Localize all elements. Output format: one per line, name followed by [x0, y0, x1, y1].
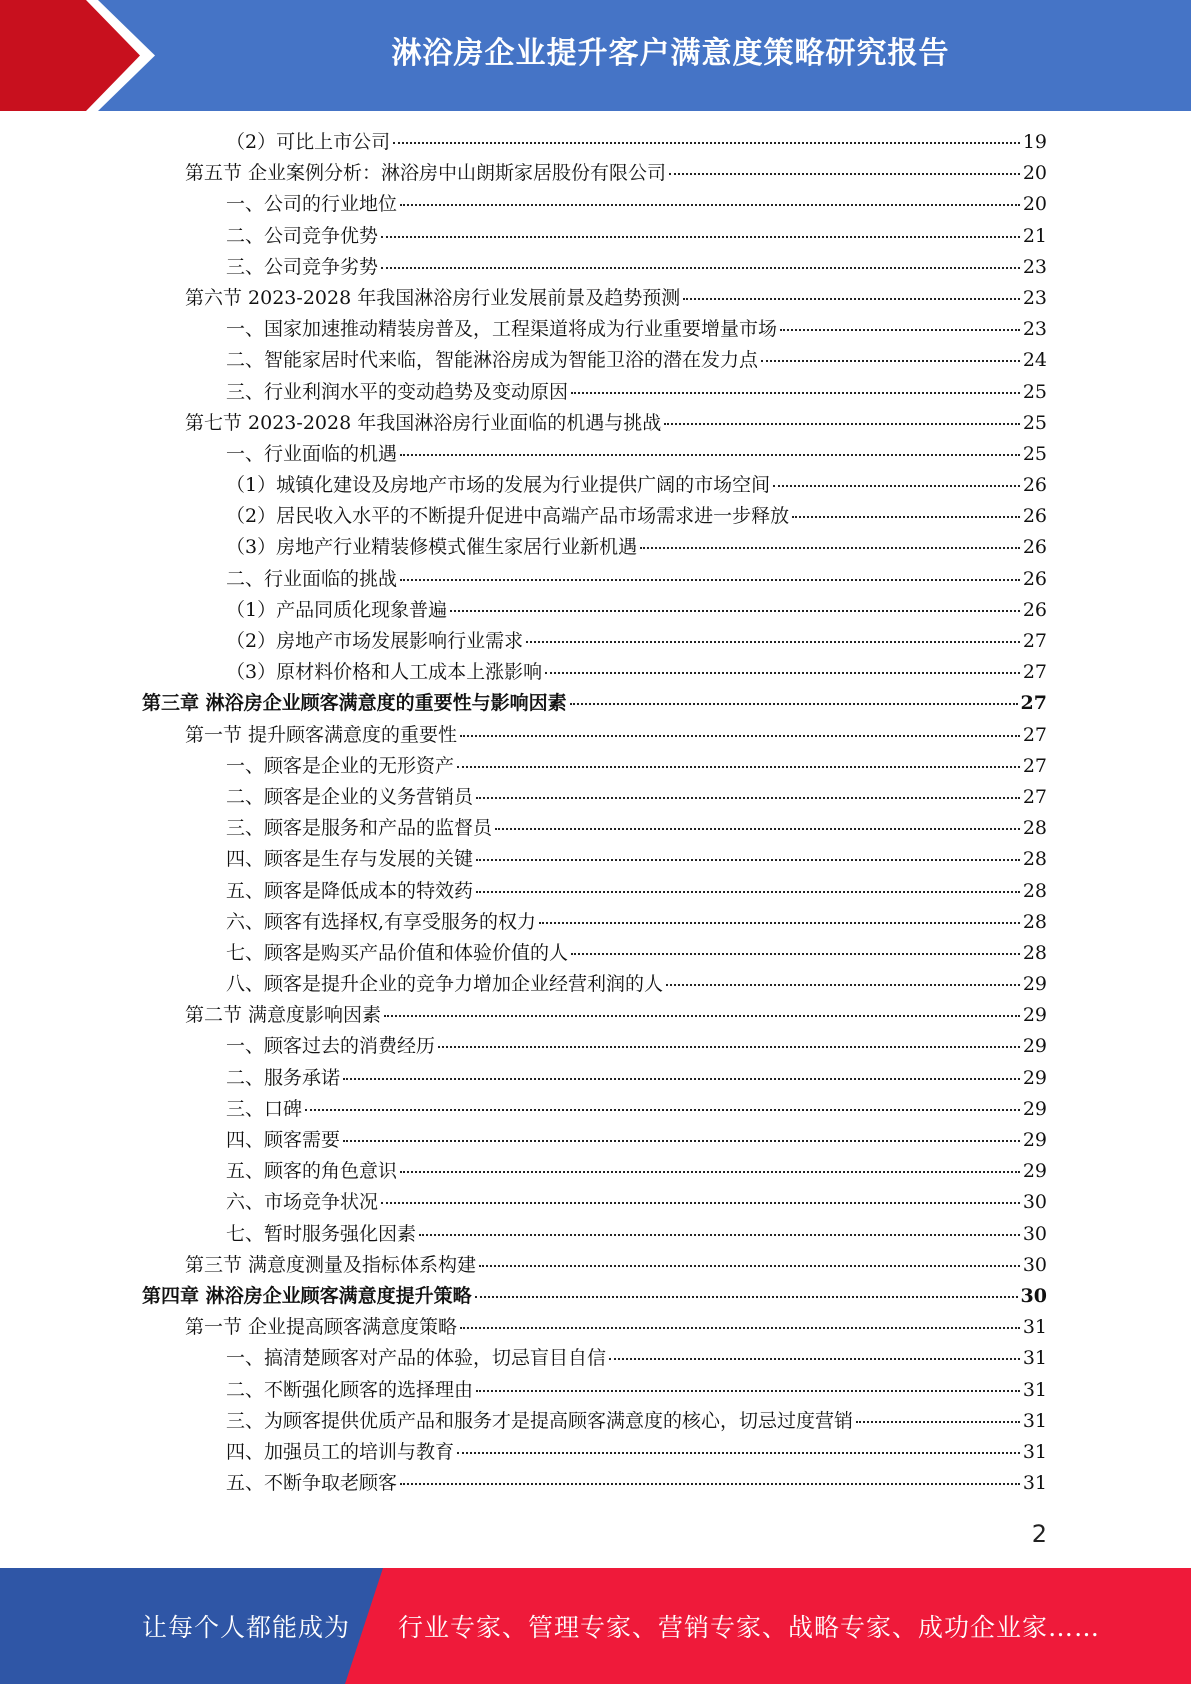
toc-subsection-entry[interactable] — [0, 564, 1047, 595]
toc-entry-title: （2）房地产市场发展影响行业需求 — [226, 630, 524, 652]
toc-entry-title: 第二节 满意度影响因素 — [185, 1004, 382, 1027]
toc-entry-page: 28 — [1022, 848, 1047, 871]
dot-leader — [460, 1327, 1020, 1329]
toc-subsection-entry[interactable] — [0, 345, 1047, 376]
toc-subsection-entry[interactable] — [0, 252, 1047, 283]
toc-entry-page: 30 — [1022, 1253, 1047, 1276]
toc-entry-title: 第六节 2023-2028 年我国淋浴房行业发展前景及趋势预测 — [185, 286, 681, 309]
toc-entry-title: 一、公司的行业地位 — [226, 193, 398, 216]
toc-section-entry[interactable] — [0, 1250, 1047, 1281]
dot-leader — [381, 267, 1020, 269]
dot-leader — [400, 204, 1020, 206]
dot-leader — [400, 579, 1020, 581]
footer-banner — [0, 1568, 1191, 1684]
toc-entry-title: 第一节 企业提高顾客满意度策略 — [185, 1316, 458, 1339]
toc-entry-title: （2）可比上市公司 — [226, 131, 391, 153]
toc-entry-page: 29 — [1022, 1097, 1047, 1120]
toc-subsection-entry[interactable] — [0, 1125, 1047, 1156]
toc-entry-title: 五、顾客的角色意识 — [226, 1160, 398, 1183]
toc-entry-page: 25 — [1022, 442, 1047, 465]
toc-entry-page: 30 — [1022, 1191, 1047, 1214]
dot-leader — [450, 610, 1020, 612]
dot-leader — [640, 547, 1020, 549]
toc-entry-page: 23 — [1022, 286, 1047, 309]
dot-leader — [570, 703, 1018, 705]
toc-chapter-entry[interactable] — [0, 688, 1047, 719]
toc-entry-page: 29 — [1022, 1129, 1047, 1151]
dot-leader — [343, 1078, 1020, 1080]
toc-entry-title: 二、智能家居时代来临，智能淋浴房成为智能卫浴的潜在发力点 — [226, 349, 759, 372]
toc-subsection-entry[interactable] — [0, 1219, 1047, 1250]
dot-leader — [476, 797, 1020, 799]
toc-entry-title: 三、顾客是服务和产品的监督员 — [226, 817, 493, 840]
toc-subsection-entry[interactable] — [0, 969, 1047, 1000]
dot-leader — [476, 1390, 1020, 1392]
dot-leader — [526, 641, 1020, 643]
dot-leader — [479, 1265, 1020, 1267]
toc-entry-page: 28 — [1022, 879, 1047, 902]
toc-subsection-entry[interactable] — [0, 532, 1047, 563]
toc-entry-title: 三、行业利润水平的变动趋势及变动原因 — [226, 380, 569, 403]
toc-entry-page: 26 — [1022, 474, 1047, 497]
toc-entry-page: 27 — [1020, 692, 1047, 715]
toc-entry-page: 26 — [1022, 505, 1047, 528]
toc-entry-title: 一、顾客过去的消费经历 — [226, 1035, 436, 1058]
toc-subsection-entry[interactable] — [0, 813, 1047, 844]
toc-entry-page: 28 — [1022, 817, 1047, 840]
toc-entry-page: 19 — [1022, 131, 1047, 153]
dot-leader — [419, 1234, 1020, 1236]
toc-entry-title: 二、顾客是企业的义务营销员 — [226, 785, 474, 808]
dot-leader — [438, 1046, 1020, 1048]
toc-entry-title: 三、口碑 — [226, 1097, 303, 1120]
toc-subsection-entry[interactable] — [0, 657, 1047, 688]
dot-leader — [400, 454, 1020, 456]
toc-entry-page: 30 — [1022, 1222, 1047, 1245]
toc-entry-page: 31 — [1022, 1347, 1047, 1370]
toc-subsection-entry[interactable] — [0, 1468, 1047, 1499]
toc-subsection-entry[interactable] — [0, 1187, 1047, 1218]
dot-leader — [856, 1421, 1020, 1423]
toc-entry-page: 26 — [1022, 598, 1047, 621]
toc-entry-title: 一、搞清楚顾客对产品的体验，切忌盲目自信 — [226, 1347, 607, 1370]
dot-leader — [792, 516, 1020, 518]
toc-entry-title: 二、公司竞争优势 — [226, 224, 379, 247]
toc-entry-title: 六、顾客有选择权,有享受服务的权力 — [226, 910, 537, 933]
toc-entry-title: （1）产品同质化现象普遍 — [226, 598, 448, 621]
toc-subsection-entry[interactable] — [0, 127, 1047, 158]
toc-subsection-entry[interactable] — [0, 751, 1047, 782]
dot-leader — [761, 360, 1020, 362]
toc-subsection-entry[interactable] — [0, 501, 1047, 532]
dot-leader — [381, 236, 1020, 238]
red-arrow-icon — [0, 0, 160, 111]
dot-leader — [669, 173, 1020, 175]
toc-entry-page: 30 — [1020, 1284, 1047, 1307]
dot-leader — [384, 1015, 1020, 1017]
toc-subsection-entry[interactable] — [0, 221, 1047, 252]
toc-entry-title: （2）居民收入水平的不断提升促进中高端产品市场需求进一步释放 — [226, 505, 790, 528]
toc-entry-page: 31 — [1022, 1316, 1047, 1339]
toc-entry-page: 29 — [1022, 1066, 1047, 1089]
toc-entry-title: 第七节 2023-2028 年我国淋浴房行业面临的机遇与挑战 — [185, 411, 662, 434]
toc-entry-page: 20 — [1022, 193, 1047, 216]
dot-leader — [457, 766, 1020, 768]
dot-leader — [476, 859, 1020, 861]
dot-leader — [609, 1358, 1020, 1360]
toc-entry-title: 第四章 淋浴房企业顾客满意度提升策略 — [142, 1284, 472, 1307]
toc-subsection-entry[interactable] — [0, 1406, 1047, 1437]
toc-subsection-entry[interactable] — [0, 1343, 1047, 1374]
toc-entry-title: 第一节 提升顾客满意度的重要性 — [185, 723, 458, 746]
toc-entry-title: 二、不断强化顾客的选择理由 — [226, 1378, 474, 1401]
dot-leader — [545, 672, 1020, 674]
toc-section-entry[interactable] — [0, 1312, 1047, 1343]
dot-leader — [683, 298, 1020, 300]
toc-entry-title: 第三节 满意度测量及指标体系构建 — [185, 1253, 477, 1276]
toc-entry-title: 七、顾客是购买产品价值和体验价值的人 — [226, 941, 569, 964]
toc-section-entry[interactable] — [0, 283, 1047, 314]
toc-entry-page: 29 — [1022, 1035, 1047, 1058]
dot-leader — [571, 953, 1020, 955]
dot-leader — [495, 828, 1020, 830]
toc-entry-page: 27 — [1022, 723, 1047, 746]
toc-entry-page: 20 — [1022, 162, 1047, 185]
toc-subsection-entry[interactable] — [0, 1156, 1047, 1187]
toc-entry-page: 31 — [1022, 1472, 1047, 1495]
toc-entry-title: 六、市场竞争状况 — [226, 1191, 379, 1214]
toc-entry-title: 一、国家加速推动精装房普及，工程渠道将成为行业重要增量市场 — [226, 318, 778, 341]
toc-entry-page: 29 — [1022, 1004, 1047, 1027]
dot-leader — [476, 891, 1020, 893]
toc-entry-title: 四、顾客是生存与发展的关键 — [226, 848, 474, 871]
toc-subsection-entry[interactable] — [0, 844, 1047, 875]
toc-chapter-entry[interactable] — [0, 1281, 1047, 1312]
toc-entry-page: 28 — [1022, 941, 1047, 964]
dot-leader — [460, 735, 1020, 737]
toc-subsection-entry[interactable] — [0, 876, 1047, 907]
toc-subsection-entry[interactable] — [0, 1031, 1047, 1062]
dot-leader — [400, 1171, 1020, 1173]
toc-entry-title: 二、行业面临的挑战 — [226, 567, 398, 590]
toc-section-entry[interactable] — [0, 720, 1047, 751]
toc-subsection-entry[interactable] — [0, 314, 1047, 345]
toc-entry-page: 28 — [1022, 910, 1047, 933]
dot-leader — [343, 1140, 1020, 1142]
toc-subsection-entry[interactable] — [0, 377, 1047, 408]
toc-subsection-entry[interactable] — [0, 1437, 1047, 1468]
toc-subsection-entry[interactable] — [0, 938, 1047, 969]
toc-subsection-entry[interactable] — [0, 626, 1047, 657]
toc-entry-page: 26 — [1022, 567, 1047, 590]
dot-leader — [666, 984, 1020, 986]
toc-entry-title: 三、公司竞争劣势 — [226, 255, 379, 278]
dot-leader — [457, 1452, 1020, 1454]
dot-leader — [381, 1202, 1020, 1204]
header-bar — [0, 0, 1191, 111]
toc-entry-page: 26 — [1022, 536, 1047, 559]
toc-subsection-entry[interactable] — [0, 1375, 1047, 1406]
toc-entry-title: 七、暂时服务强化因素 — [226, 1222, 417, 1245]
toc-entry-title: 一、行业面临的机遇 — [226, 442, 398, 465]
toc-entry-title: 三、为顾客提供优质产品和服务才是提高顾客满意度的核心，切忌过度营销 — [226, 1409, 854, 1432]
toc-subsection-entry[interactable] — [0, 189, 1047, 220]
toc-entry-title: 四、加强员工的培训与教育 — [226, 1440, 455, 1463]
toc-entry-title: 第三章 淋浴房企业顾客满意度的重要性与影响因素 — [142, 692, 567, 715]
toc-entry-page: 24 — [1022, 349, 1047, 372]
toc-section-entry[interactable] — [0, 1000, 1047, 1031]
dot-leader — [475, 1296, 1018, 1298]
toc-entry-title: 一、顾客是企业的无形资产 — [226, 754, 455, 777]
dot-leader — [539, 922, 1020, 924]
footer-slogan-left: 让每个人都能成为 — [142, 1613, 351, 1642]
toc-subsection-entry[interactable] — [0, 439, 1047, 470]
dot-leader — [393, 142, 1020, 144]
toc-entry-title: （1）城镇化建设及房地产市场的发展为行业提供广阔的市场空间 — [226, 474, 771, 497]
toc-entry-page: 31 — [1022, 1440, 1047, 1463]
toc-section-entry[interactable] — [0, 158, 1047, 189]
toc-entry-title: 五、顾客是降低成本的特效药 — [226, 879, 474, 902]
dot-leader — [571, 392, 1020, 394]
toc-subsection-entry[interactable] — [0, 1063, 1047, 1094]
toc-subsection-entry[interactable] — [0, 782, 1047, 813]
toc-subsection-entry[interactable] — [0, 1094, 1047, 1125]
dot-leader — [773, 485, 1020, 487]
toc-entry-page: 25 — [1022, 380, 1047, 403]
toc-entry-title: （3）原材料价格和人工成本上涨影响 — [226, 661, 543, 684]
toc-entry-page: 31 — [1022, 1378, 1047, 1401]
toc-entry-title: 八、顾客是提升企业的竞争力增加企业经营利润的人 — [226, 973, 664, 996]
dot-leader — [305, 1109, 1020, 1111]
dot-leader — [780, 329, 1020, 331]
dot-leader — [664, 423, 1020, 425]
toc-entry-page: 31 — [1022, 1409, 1047, 1432]
toc-subsection-entry[interactable] — [0, 595, 1047, 626]
dot-leader — [400, 1483, 1020, 1485]
toc-entry-page: 27 — [1022, 785, 1047, 808]
toc-entry-page: 29 — [1022, 973, 1047, 996]
toc-subsection-entry[interactable] — [0, 907, 1047, 938]
toc-entry-page: 27 — [1022, 754, 1047, 777]
page-number: 2 — [1031, 1520, 1047, 1548]
toc-entry-title: 五、不断争取老顾客 — [226, 1472, 398, 1495]
toc-entry-title: 二、服务承诺 — [226, 1066, 341, 1089]
toc-entry-page: 27 — [1022, 661, 1047, 684]
toc-entry-page: 27 — [1022, 630, 1047, 652]
table-of-contents — [0, 127, 1191, 1499]
report-title: 淋浴房企业提升客户满意度策略研究报告 — [391, 36, 950, 71]
toc-entry-page: 23 — [1022, 318, 1047, 341]
toc-entry-title: 第五节 企业案例分析：淋浴房中山朗斯家居股份有限公司 — [185, 162, 667, 185]
footer-slogan-right: 行业专家、管理专家、营销专家、战略专家、成功企业家…… — [398, 1613, 1101, 1642]
toc-entry-title: （3）房地产行业精装修模式催生家居行业新机遇 — [226, 536, 638, 559]
toc-entry-page: 29 — [1022, 1160, 1047, 1183]
toc-section-entry[interactable] — [0, 408, 1047, 439]
toc-entry-page: 21 — [1022, 224, 1047, 247]
toc-entry-page: 25 — [1022, 411, 1047, 434]
toc-subsection-entry[interactable] — [0, 470, 1047, 501]
toc-entry-title: 四、顾客需要 — [226, 1129, 341, 1151]
toc-entry-page: 23 — [1022, 255, 1047, 278]
